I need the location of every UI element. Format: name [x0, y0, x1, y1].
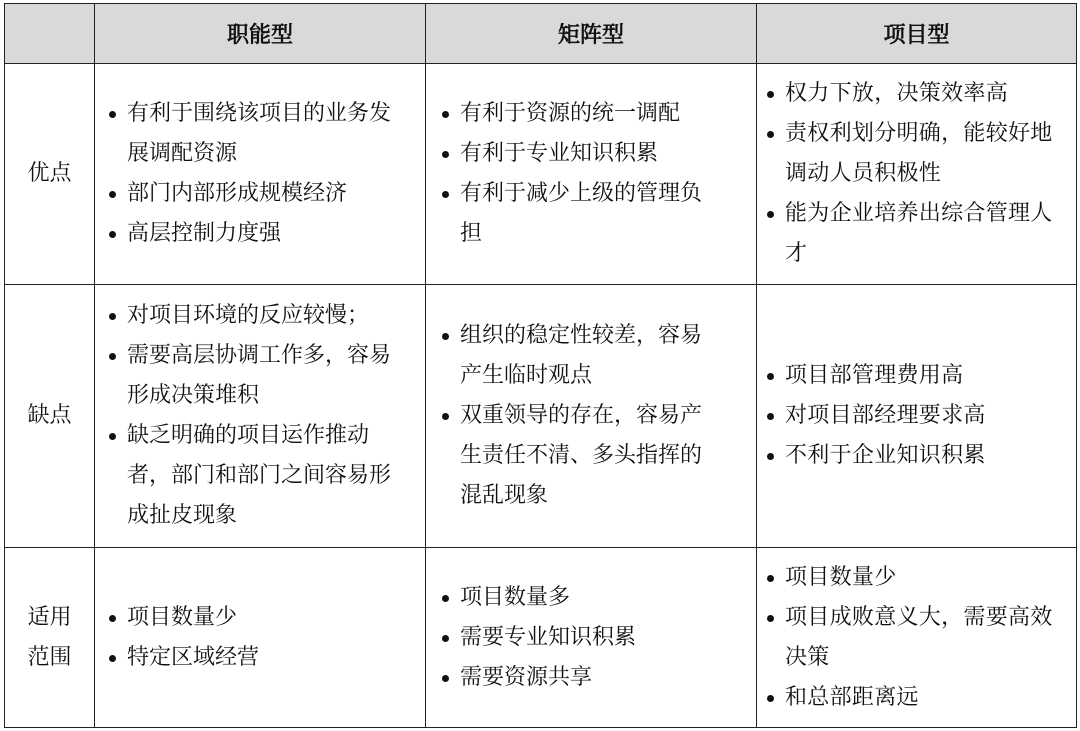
list-item: 项目成败意义大，需要高效决策: [765, 598, 1066, 678]
cell-functional-scope: [95, 548, 426, 728]
list-item: 需要资源共享: [440, 658, 716, 698]
list-item: 责权利划分明确，能较好地调动人员积极性: [765, 114, 1066, 194]
bullet-list: [757, 74, 1076, 274]
bullet-list: [95, 598, 425, 678]
header-functional: 职能型: [95, 4, 426, 64]
cell-functional-advantages: [95, 64, 426, 285]
list-item: 有利于专业知识积累: [440, 134, 716, 174]
list-item: 需要专业知识积累: [440, 618, 716, 658]
row-label-disadvantages: [5, 285, 95, 548]
list-item: 对项目部经理要求高: [765, 396, 1066, 436]
row-label-line: 优点: [27, 161, 72, 186]
bullet-list: [95, 94, 425, 254]
table-row-disadvantages: [5, 285, 1077, 548]
cell-project-advantages: [757, 64, 1077, 285]
list-item: 项目数量多: [440, 578, 716, 618]
list-item: 项目数量少: [107, 598, 395, 638]
list-item: 和总部距离远: [765, 678, 1066, 718]
bullet-list: [757, 356, 1076, 476]
list-item: 部门内部形成规模经济: [107, 174, 395, 214]
list-item: 项目部管理费用高: [765, 356, 1066, 396]
bullet-list: [426, 578, 756, 698]
bullet-list: [95, 296, 425, 536]
list-item: 双重领导的存在，容易产生责任不清、多头指挥的混乱现象: [440, 396, 716, 516]
list-item: 特定区域经营: [107, 638, 395, 678]
row-label-line: 缺点: [27, 403, 72, 428]
header-corner-cell: [5, 4, 95, 64]
list-item: 有利于减少上级的管理负担: [440, 174, 716, 254]
cell-matrix-disadvantages: [426, 285, 757, 548]
bullet-list: [426, 94, 756, 254]
list-item: 能为企业培养出综合管理人才: [765, 194, 1066, 274]
row-label-line: 适用: [27, 604, 72, 630]
list-item: 项目数量少: [765, 558, 1066, 598]
list-item: 组织的稳定性较差，容易产生临时观点: [440, 316, 716, 396]
cell-matrix-advantages: [426, 64, 757, 285]
row-label-advantages: [5, 64, 95, 285]
list-item: 高层控制力度强: [107, 214, 395, 254]
bullet-list: [426, 316, 756, 516]
cell-matrix-scope: [426, 548, 757, 728]
list-item: 需要高层协调工作多，容易形成决策堆积: [107, 336, 395, 416]
cell-project-scope: [757, 548, 1077, 728]
header-matrix: 矩阵型: [426, 4, 757, 64]
list-item: 有利于资源的统一调配: [440, 94, 716, 134]
list-item: 权力下放，决策效率高: [765, 74, 1066, 114]
table-row-advantages: [5, 64, 1077, 285]
table-row-scope: [5, 548, 1077, 728]
org-structure-comparison-table: [4, 3, 1077, 728]
row-label-line: 范围: [27, 644, 72, 670]
cell-project-disadvantages: [757, 285, 1077, 548]
cell-functional-disadvantages: [95, 285, 426, 548]
row-label-scope: [5, 548, 95, 728]
list-item: 有利于围绕该项目的业务发展调配资源: [107, 94, 395, 174]
list-item: 缺乏明确的项目运作推动者，部门和部门之间容易形成扯皮现象: [107, 416, 395, 536]
list-item: 不利于企业知识积累: [765, 436, 1066, 476]
table-header-row: [5, 4, 1077, 64]
list-item: 对项目环境的反应较慢；: [107, 296, 395, 336]
header-project: 项目型: [757, 4, 1077, 64]
bullet-list: [757, 558, 1076, 718]
